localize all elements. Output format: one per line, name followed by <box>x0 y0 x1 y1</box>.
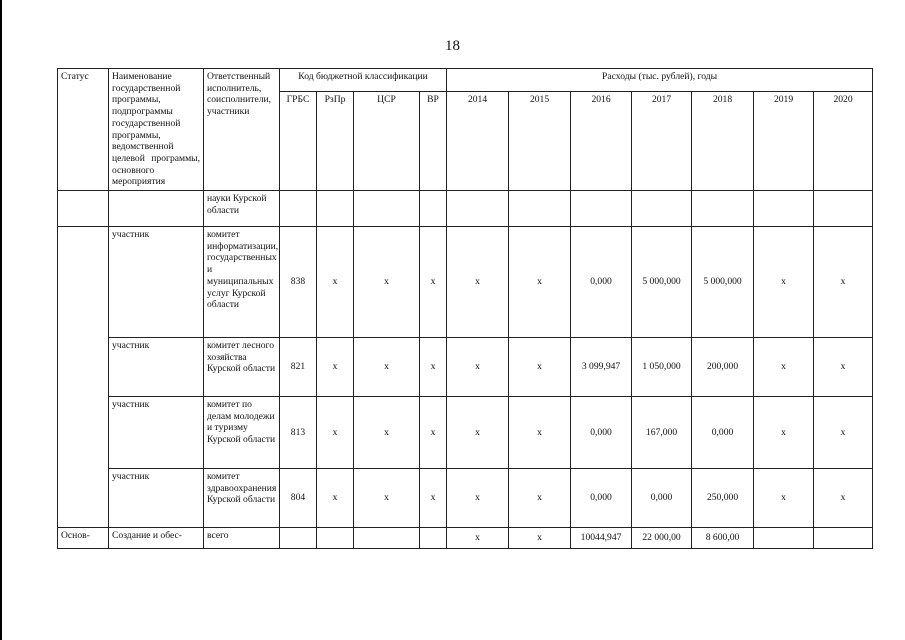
role-cell: участник <box>109 397 204 469</box>
empty-cell <box>754 191 814 227</box>
page-edge-line <box>0 0 2 640</box>
grbs-cell: 838 <box>280 227 317 338</box>
year-2020-cell: х <box>814 227 873 338</box>
csr-cell: х <box>354 469 420 528</box>
header-row-1 <box>58 69 873 92</box>
empty-cell <box>280 191 317 227</box>
grbs-cell: 813 <box>280 397 317 469</box>
rzpr-cell: х <box>317 469 354 528</box>
grbs-cell <box>280 528 317 549</box>
year-2017-cell: 22 000,00 <box>632 528 692 549</box>
year-2019-cell <box>754 528 814 549</box>
table-row <box>58 338 873 397</box>
header-year-2015: 2015 <box>509 92 571 191</box>
budget-table <box>57 68 873 549</box>
year-2018-cell: 200,000 <box>692 338 754 397</box>
header-year-2017: 2017 <box>632 92 692 191</box>
role-cell: участник <box>109 338 204 397</box>
year-2017-cell: 167,000 <box>632 397 692 469</box>
header-year-2020: 2020 <box>814 92 873 191</box>
year-2017-cell: 0,000 <box>632 469 692 528</box>
year-2019-cell: х <box>754 338 814 397</box>
year-2016-cell: 0,000 <box>571 227 632 338</box>
csr-cell: х <box>354 338 420 397</box>
empty-cell <box>571 191 632 227</box>
table-row-continuation <box>58 191 873 227</box>
header-code-csr: ЦСР <box>354 92 420 191</box>
csr-cell: х <box>354 227 420 338</box>
rzpr-cell <box>317 528 354 549</box>
header-code-vr: ВР <box>420 92 447 191</box>
year-2020-cell: х <box>814 397 873 469</box>
header-name: Наименование государственной программы, подпрограммы государственной программы, ведомственной целевой программы, основного мероприятия <box>109 69 204 191</box>
header-budget-code: Код бюджетной классификации <box>280 69 447 92</box>
vr-cell: х <box>420 338 447 397</box>
responsible-cell: комитет по делам молодежи и туризму Курской области <box>204 397 280 469</box>
empty-cell <box>354 191 420 227</box>
table-row <box>58 397 873 469</box>
responsible-cell: науки Курской области <box>204 191 280 227</box>
table-row <box>58 469 873 528</box>
year-2015-cell: х <box>509 338 571 397</box>
vr-cell: х <box>420 469 447 528</box>
empty-cell <box>317 191 354 227</box>
year-2018-cell: 5 000,000 <box>692 227 754 338</box>
role-cell: участник <box>109 469 204 528</box>
role-cell: участник <box>109 227 204 338</box>
year-2018-cell: 250,000 <box>692 469 754 528</box>
grbs-cell: 804 <box>280 469 317 528</box>
name-cell <box>109 191 204 227</box>
status-cell <box>58 191 109 227</box>
responsible-cell: комитет здравоохранения Курской области <box>204 469 280 528</box>
header-status: Статус <box>58 69 109 191</box>
empty-cell <box>692 191 754 227</box>
vr-cell <box>420 528 447 549</box>
table-row-last <box>58 528 873 549</box>
status-cell: Основ- <box>58 528 109 549</box>
year-2020-cell: х <box>814 338 873 397</box>
year-2020-cell: х <box>814 469 873 528</box>
year-2019-cell: х <box>754 227 814 338</box>
status-cell <box>58 227 109 528</box>
empty-cell <box>447 191 509 227</box>
year-2014-cell: х <box>447 397 509 469</box>
year-2015-cell: х <box>509 227 571 338</box>
year-2017-cell: 1 050,000 <box>632 338 692 397</box>
year-2016-cell: 3 099,947 <box>571 338 632 397</box>
header-code-rzpr: РзПр <box>317 92 354 191</box>
empty-cell <box>509 191 571 227</box>
table-row <box>58 227 873 338</box>
csr-cell: х <box>354 397 420 469</box>
grbs-cell: 821 <box>280 338 317 397</box>
year-2020-cell <box>814 528 873 549</box>
year-2014-cell: х <box>447 528 509 549</box>
csr-cell <box>354 528 420 549</box>
header-year-2016: 2016 <box>571 92 632 191</box>
year-2015-cell: х <box>509 397 571 469</box>
empty-cell <box>814 191 873 227</box>
responsible-cell: комитет информатизации, государственных и муниципальных услуг Курской области <box>204 227 280 338</box>
year-2014-cell: х <box>447 469 509 528</box>
header-year-2018: 2018 <box>692 92 754 191</box>
rzpr-cell: х <box>317 338 354 397</box>
header-expenses: Расходы (тыс. рублей), годы <box>447 69 873 92</box>
year-2019-cell: х <box>754 397 814 469</box>
year-2014-cell: х <box>447 227 509 338</box>
year-2018-cell: 8 600,00 <box>692 528 754 549</box>
vr-cell: х <box>420 397 447 469</box>
rzpr-cell: х <box>317 397 354 469</box>
year-2018-cell: 0,000 <box>692 397 754 469</box>
name-cell: Создание и обес- <box>109 528 204 549</box>
year-2016-cell: 10044,947 <box>571 528 632 549</box>
header-code-grbs: ГРБС <box>280 92 317 191</box>
year-2014-cell: х <box>447 338 509 397</box>
year-2015-cell: х <box>509 528 571 549</box>
year-2017-cell: 5 000,000 <box>632 227 692 338</box>
vr-cell: х <box>420 227 447 338</box>
year-2016-cell: 0,000 <box>571 397 632 469</box>
year-2019-cell: х <box>754 469 814 528</box>
header-responsible: Ответственный исполнитель, соисполнители, участники <box>204 69 280 191</box>
year-2015-cell: х <box>509 469 571 528</box>
empty-cell <box>420 191 447 227</box>
responsible-cell: всего <box>204 528 280 549</box>
page-number: 18 <box>445 38 460 54</box>
header-year-2014: 2014 <box>447 92 509 191</box>
responsible-cell: комитет лесного хозяйства Курской области <box>204 338 280 397</box>
rzpr-cell: х <box>317 227 354 338</box>
header-year-2019: 2019 <box>754 92 814 191</box>
empty-cell <box>632 191 692 227</box>
year-2016-cell: 0,000 <box>571 469 632 528</box>
